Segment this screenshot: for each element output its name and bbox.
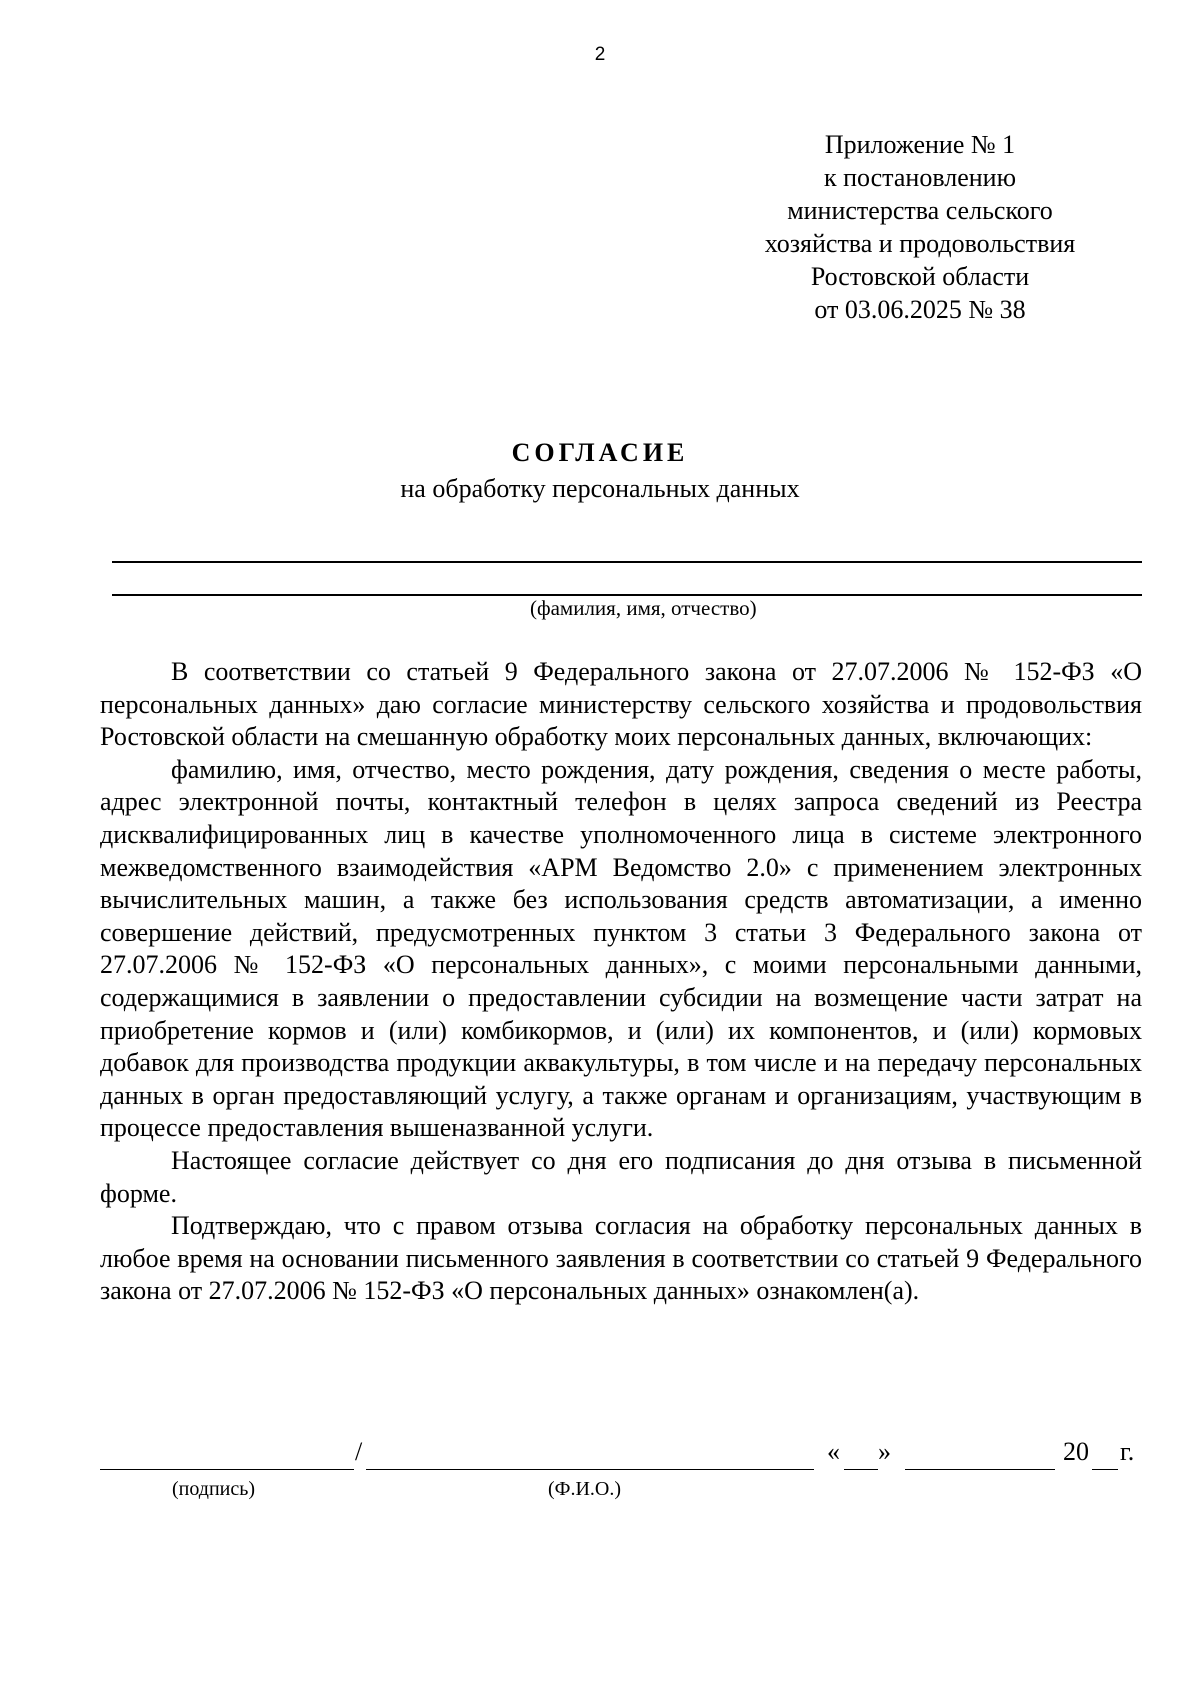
document-title: СОГЛАСИЕ [511, 438, 689, 467]
paragraph-legal-basis: В соответствии со статьей 9 Федерального закона от 27.07.2006 № 152-ФЗ «О персональных данных» даю согласие министерству сельского хозяйства и продовольствия Ростовской области на смешанную обработку моих персональных данных, включающих: [100, 657, 1142, 752]
document-subtitle: на обработку персональных данных [400, 474, 800, 503]
appendix-line: министерства сельского [787, 196, 1053, 225]
appendix-line: хозяйства и продовольствия [764, 229, 1076, 258]
signature-blank[interactable] [100, 1469, 354, 1470]
day-close-quote: » [878, 1437, 891, 1466]
page-number: 2 [594, 44, 606, 65]
day-blank[interactable] [844, 1469, 878, 1470]
signature-caption: (подпись) [172, 1478, 256, 1500]
signature-slash: / [355, 1437, 363, 1466]
fio-signature-blank[interactable] [366, 1469, 814, 1470]
appendix-line: Приложение № 1 [824, 130, 1016, 159]
appendix-line: к постановлению [823, 163, 1017, 192]
fio-caption: (фамилия, имя, отчество) [530, 596, 757, 620]
paragraph-revocation: Подтверждаю, что с правом отзыва согласия на обработку персональных данных в любое время на основании письменного заявления в соответствии со статьей 9 Федерального закона от 27.07.2006 № 152-ФЗ «О персональных данных» ознакомлен(а). [100, 1211, 1142, 1306]
month-blank[interactable] [905, 1469, 1055, 1470]
day-open-quote: « [827, 1437, 840, 1466]
appendix-line: Ростовской области [810, 262, 1030, 291]
year-blank[interactable] [1092, 1469, 1118, 1470]
appendix-line: от 03.06.2025 № 38 [814, 295, 1026, 324]
year-prefix: 20 [1063, 1437, 1089, 1466]
paragraph-data-list: фамилию, имя, отчество, место рождения, дату рождения, сведения о месте работы, адрес электронной почты, контактный телефон в целях запроса сведений из Реестра дисквалифицированных лиц в качестве уполномоченного лица в системе электронного межведомственного взаимодействия «АРМ Ведомство 2.0» с применением электронных вычислительных машин, а также без использования средств автоматизации, а именно совершение действий, предусмотренных пунктом 3 статьи 3 Федерального закона от 27.07.2006 № 152-ФЗ «О персональных данных», с моими персональными данными, содержащимися в заявлении о предоставлении субсидии на возмещение части затрат на приобретение кормов и (или) комбикормов, и (или) их компонентов, и (или) кормовых добавок для производства продукции аквакультуры, в том числе и на передачу персональных данных в орган предоставляющий услугу, а также органам и организациям, участвующим в процессе предоставления вышеназванной услуги. [100, 754, 1142, 1143]
signature-row [100, 1437, 1142, 1473]
appendix-header [730, 128, 1110, 326]
year-suffix: г. [1120, 1437, 1135, 1466]
paragraph-validity: Настоящее согласие действует со дня его подписания до дня отзыва в письменной форме. [100, 1145, 1142, 1208]
fio-blank-line-1[interactable] [112, 561, 1142, 563]
fio-signature-caption: (Ф.И.О.) [548, 1478, 622, 1500]
consent-body [100, 656, 1142, 1308]
